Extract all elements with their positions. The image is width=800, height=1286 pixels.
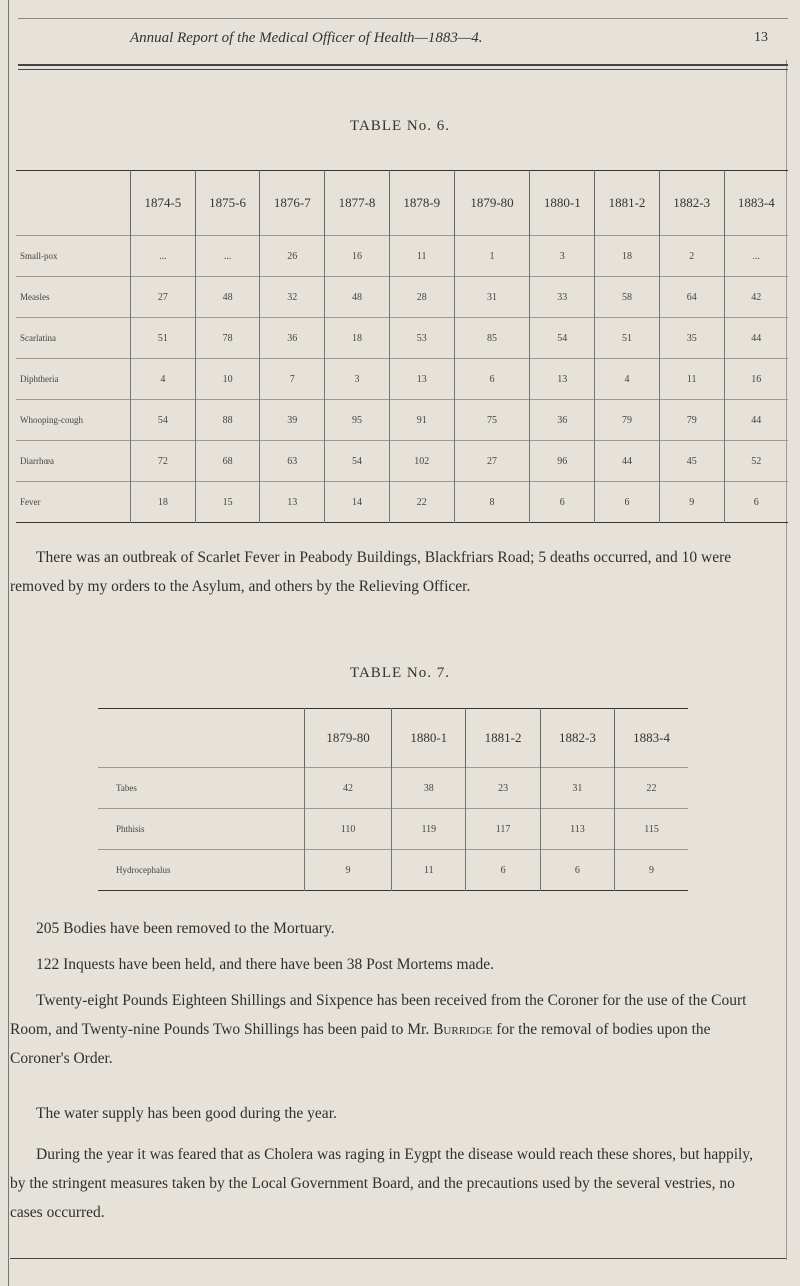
cell: 13 bbox=[389, 359, 454, 400]
cell: 15 bbox=[195, 482, 260, 523]
cell: 54 bbox=[325, 441, 390, 482]
row-label: Measles bbox=[16, 277, 131, 318]
table6-col-header: 1875-6 bbox=[195, 171, 260, 236]
cell: ... bbox=[131, 236, 196, 277]
cell: 3 bbox=[325, 359, 390, 400]
cell: 88 bbox=[195, 400, 260, 441]
cell: 32 bbox=[260, 277, 325, 318]
table-row bbox=[98, 768, 688, 809]
cell: 31 bbox=[454, 277, 530, 318]
page-number: 13 bbox=[754, 30, 768, 45]
cell: 11 bbox=[659, 359, 724, 400]
cell: 10 bbox=[195, 359, 260, 400]
cell: 27 bbox=[131, 277, 196, 318]
cell: 16 bbox=[724, 359, 788, 400]
cell: 42 bbox=[724, 277, 788, 318]
inquests-paragraph: 122 Inquests have been held, and there have been 38 Post Mortems made. bbox=[36, 956, 494, 973]
cell: 2 bbox=[659, 236, 724, 277]
cell: 117 bbox=[466, 809, 540, 850]
table6-col-header: 1883-4 bbox=[737, 195, 775, 210]
table6-col-header: 1880-1 bbox=[530, 171, 595, 236]
cell: 44 bbox=[595, 441, 660, 482]
coroner-text-part2: for the removal of bodies upon the Coroner's Order. bbox=[10, 1021, 711, 1067]
cell: 38 bbox=[392, 768, 466, 809]
table7-col-header: 1882-3 bbox=[540, 709, 614, 768]
top-rule bbox=[18, 18, 788, 19]
table-row bbox=[16, 318, 788, 359]
cell: 42 bbox=[305, 768, 392, 809]
cell: 39 bbox=[260, 400, 325, 441]
header-rule-1 bbox=[18, 64, 788, 66]
coroner-paragraph bbox=[10, 986, 770, 1073]
row-label: Scarlatina bbox=[16, 318, 131, 359]
cell: 6 bbox=[454, 359, 530, 400]
cell: 4 bbox=[131, 359, 196, 400]
cell: 95 bbox=[325, 400, 390, 441]
cell: 96 bbox=[530, 441, 595, 482]
cell: 9 bbox=[615, 850, 688, 891]
cell: 79 bbox=[595, 400, 660, 441]
coroner-name: Burridge bbox=[433, 1021, 493, 1038]
cell: 4 bbox=[595, 359, 660, 400]
cell: 85 bbox=[454, 318, 530, 359]
cell: 78 bbox=[195, 318, 260, 359]
cell: 18 bbox=[131, 482, 196, 523]
cell: 110 bbox=[305, 809, 392, 850]
cell: 45 bbox=[659, 441, 724, 482]
table6 bbox=[16, 170, 788, 523]
table-row bbox=[16, 359, 788, 400]
cell: 22 bbox=[615, 768, 688, 809]
row-label: Small-pox bbox=[16, 236, 131, 277]
cell: 8 bbox=[454, 482, 530, 523]
cell: 18 bbox=[595, 236, 660, 277]
row-label: Phthisis bbox=[98, 809, 305, 850]
cell: 44 bbox=[724, 400, 788, 441]
left-margin-rule bbox=[8, 0, 9, 1286]
cell: 6 bbox=[595, 482, 660, 523]
table-row bbox=[16, 400, 788, 441]
table6-header-row bbox=[16, 171, 788, 236]
cell: 54 bbox=[530, 318, 595, 359]
cell: 6 bbox=[530, 482, 595, 523]
table7-corner bbox=[98, 709, 305, 768]
table6-col-header: 1874-5 bbox=[131, 171, 196, 236]
cell: 68 bbox=[195, 441, 260, 482]
bottom-rule bbox=[10, 1258, 786, 1259]
cell: 9 bbox=[305, 850, 392, 891]
cell: 54 bbox=[131, 400, 196, 441]
row-label: Tabes bbox=[98, 768, 305, 809]
water-paragraph: The water supply has been good during the year. bbox=[36, 1105, 337, 1122]
cell: 36 bbox=[260, 318, 325, 359]
cell: 9 bbox=[659, 482, 724, 523]
cell: 53 bbox=[389, 318, 454, 359]
cell: 14 bbox=[325, 482, 390, 523]
mortuary-paragraph: 205 Bodies have been removed to the Mortuary. bbox=[36, 920, 335, 937]
cell: 52 bbox=[724, 441, 788, 482]
cell: 48 bbox=[195, 277, 260, 318]
cholera-paragraph: During the year it was feared that as Cholera was raging in Eygpt the disease would reach these shores, but happily, by the stringent measures taken by the Local Government Board, and the precautions used by the several vestries, no cases occurred. bbox=[10, 1146, 753, 1221]
cell: 63 bbox=[260, 441, 325, 482]
cell: 115 bbox=[615, 809, 688, 850]
table-row bbox=[98, 809, 688, 850]
table-row bbox=[16, 482, 788, 523]
cell: 13 bbox=[530, 359, 595, 400]
table7 bbox=[98, 708, 688, 891]
cell: 7 bbox=[260, 359, 325, 400]
cell: 16 bbox=[325, 236, 390, 277]
row-label: Hydrocephalus bbox=[98, 850, 305, 891]
table6-title: TABLE No. 6. bbox=[350, 118, 450, 134]
cell: 11 bbox=[389, 236, 454, 277]
cell: 1 bbox=[454, 236, 530, 277]
cell: 13 bbox=[260, 482, 325, 523]
coroner-text-part1: Twenty-eight Pounds Eighteen Shillings and Sixpence has been received from the Coroner for the use of the Court Room, and Twenty-nine Pounds Two Shillings has been paid to Mr. bbox=[10, 992, 747, 1038]
cell: 33 bbox=[530, 277, 595, 318]
cell: 51 bbox=[131, 318, 196, 359]
running-title: Annual Report of the Medical Officer of Health—1883—4. bbox=[130, 30, 483, 46]
cell: 6 bbox=[540, 850, 614, 891]
table6-col-header: 1881-2 bbox=[595, 171, 660, 236]
cell: 28 bbox=[389, 277, 454, 318]
table7-col-header: 1881-2 bbox=[466, 709, 540, 768]
cell: 102 bbox=[389, 441, 454, 482]
table7-header-row bbox=[98, 709, 688, 768]
row-label: Diphtheria bbox=[16, 359, 131, 400]
cell: 79 bbox=[659, 400, 724, 441]
row-label: Whooping-cough bbox=[16, 400, 131, 441]
cell: 27 bbox=[454, 441, 530, 482]
cell: 23 bbox=[466, 768, 540, 809]
cell: 3 bbox=[530, 236, 595, 277]
table6-corner bbox=[16, 171, 131, 236]
cell: ... bbox=[724, 236, 788, 277]
table7-col-header: 1879-80 bbox=[305, 709, 392, 768]
table7-title: TABLE No. 7. bbox=[350, 665, 450, 681]
table7-col-header: 1880-1 bbox=[392, 709, 466, 768]
table-row bbox=[98, 850, 688, 891]
cell: 6 bbox=[466, 850, 540, 891]
cell: 6 bbox=[724, 482, 788, 523]
table6-col-header: 1876-7 bbox=[260, 171, 325, 236]
cell: 22 bbox=[389, 482, 454, 523]
cell: 58 bbox=[595, 277, 660, 318]
table-row bbox=[16, 441, 788, 482]
cell: 51 bbox=[595, 318, 660, 359]
cell: 119 bbox=[392, 809, 466, 850]
cell: ... bbox=[195, 236, 260, 277]
row-label: Fever bbox=[16, 482, 131, 523]
cell: 26 bbox=[260, 236, 325, 277]
table7-col-header: 1883-4 bbox=[633, 730, 670, 745]
cell: 35 bbox=[659, 318, 724, 359]
cell: 44 bbox=[724, 318, 788, 359]
cell: 31 bbox=[540, 768, 614, 809]
table6-col-header: 1877-8 bbox=[325, 171, 390, 236]
table6-col-header: 1878-9 bbox=[389, 171, 454, 236]
cell: 48 bbox=[325, 277, 390, 318]
cell: 36 bbox=[530, 400, 595, 441]
row-label: Diarrhœa bbox=[16, 441, 131, 482]
table6-col-header: 1879-80 bbox=[454, 171, 530, 236]
cell: 64 bbox=[659, 277, 724, 318]
header-rule-2 bbox=[18, 69, 788, 70]
cell: 18 bbox=[325, 318, 390, 359]
cell: 113 bbox=[540, 809, 614, 850]
cell: 91 bbox=[389, 400, 454, 441]
cell: 72 bbox=[131, 441, 196, 482]
cell: 75 bbox=[454, 400, 530, 441]
table-row bbox=[16, 277, 788, 318]
table6-col-header: 1882-3 bbox=[659, 171, 724, 236]
cell: 11 bbox=[392, 850, 466, 891]
table-row bbox=[16, 236, 788, 277]
scarlet-fever-paragraph: There was an outbreak of Scarlet Fever in Peabody Buildings, Blackfriars Road; 5 deaths occurred, and 10 were removed by my orders to the Asylum, and others by the Relieving Officer. bbox=[10, 549, 732, 595]
